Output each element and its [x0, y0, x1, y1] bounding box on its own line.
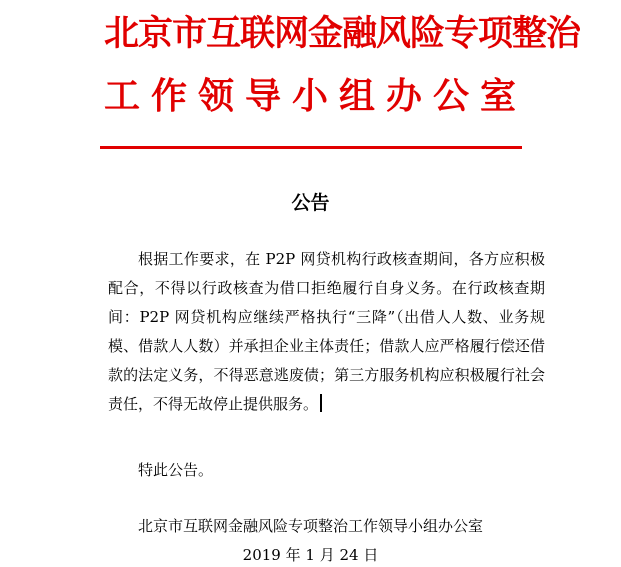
document-title: 公告: [291, 192, 330, 214]
signer-organization: 北京市互联网金融风险专项整治工作领导小组办公室: [137, 517, 483, 535]
letterhead-red-rule: [100, 146, 522, 149]
text-cursor: [320, 394, 322, 412]
body-paragraph[interactable]: [108, 245, 545, 419]
issue-date: 2019 年 1 月 24 日: [242, 546, 379, 564]
body-text: 根据工作要求，在 P2P 网贷机构行政核查期间，各方应积极配合，不得以行政核查为借口拒绝履行自身义务。在行政核查期间：P2P 网贷机构应继续严格执行“三降”（出借人人数、业务规模、借款人人数）并承担企业主体责任；借款人应严格履行偿还借款的法定义务，不得恶意逃废债；第三方服务机构应积极履行社会责任，不得无故停止提供服务。: [108, 250, 545, 413]
letterhead-line-2: 工作领导小组办公室: [104, 75, 516, 117]
letterhead-line-1: 北京市互联网金融风险专项整治: [104, 13, 581, 54]
closing-notice: 特此公告。: [138, 461, 214, 479]
